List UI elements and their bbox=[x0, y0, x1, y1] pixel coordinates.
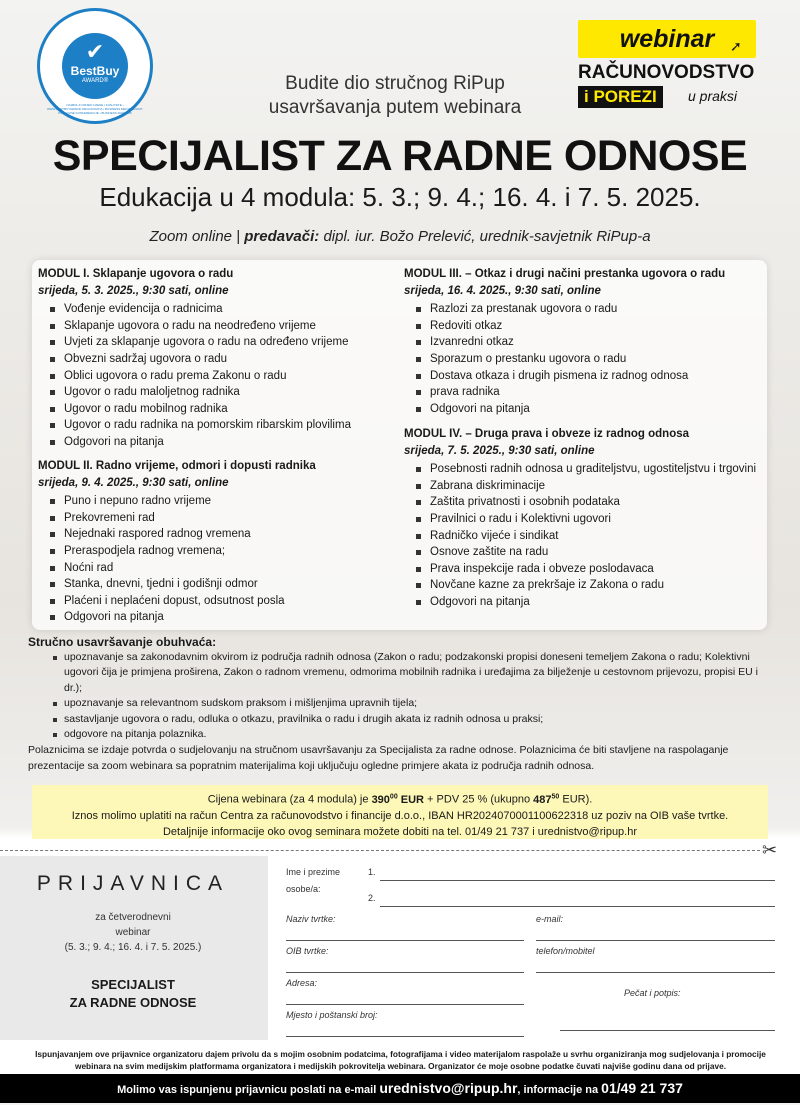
scope-title: Stručno usavršavanje obuhvaća: bbox=[28, 635, 217, 649]
footer-phone: 01/49 21 737 bbox=[601, 1080, 683, 1096]
lecturers-line bbox=[0, 226, 800, 248]
list-item: Zabrana diskriminacije bbox=[430, 478, 762, 495]
list-item: Preraspodjela radnog vremena; bbox=[64, 543, 398, 560]
list-item: Razlozi za prestanak ugovora o radu bbox=[430, 301, 764, 318]
badge-sub: AWARD® bbox=[81, 78, 109, 84]
module-1 bbox=[38, 266, 398, 451]
form-title bbox=[18, 976, 248, 1012]
signature-field[interactable] bbox=[560, 1030, 775, 1031]
list-item: Stanka, dnevni, tjedni i godišnji odmor bbox=[64, 576, 398, 593]
price-line-2: Iznos molimo uplatiti na račun Centra za računovodstvo i financije d.o.o., IBAN HR2024070001100622318 uz poziv na OIB vaše tvrtke. bbox=[71, 809, 729, 822]
form-desc-1: za četverodnevni bbox=[95, 912, 171, 923]
oib-field[interactable] bbox=[286, 972, 524, 973]
list-item: Nejednaki raspored radnog vremena bbox=[64, 526, 398, 543]
list-item: sastavljanje ugovora o radu, odluka o otkazu, pravilnika o radu i drugih akata iz radnih odnosa u praksi; bbox=[64, 712, 773, 727]
list-item: Noćni rad bbox=[64, 560, 398, 577]
list-item: Odgovori na pitanja bbox=[430, 594, 762, 611]
bestbuy-award-badge bbox=[37, 8, 153, 124]
logo-porezi: i POREZI bbox=[578, 86, 663, 108]
logo-u-praksi: u praksi bbox=[688, 88, 738, 104]
cut-line bbox=[0, 850, 760, 851]
logo-racunovodstvo: RAČUNOVODSTVO bbox=[578, 62, 755, 83]
name-field-2[interactable] bbox=[380, 906, 775, 907]
cursor-icon: ➚ bbox=[730, 38, 742, 54]
scope-section bbox=[28, 634, 773, 742]
list-item: prava radnika bbox=[430, 384, 764, 401]
form-title-2: ZA RADNE ODNOSE bbox=[69, 995, 197, 1010]
modules-panel bbox=[32, 260, 767, 630]
price-currency: EUR bbox=[397, 793, 424, 806]
module-4 bbox=[404, 426, 762, 611]
module-items bbox=[38, 493, 398, 626]
form-description bbox=[18, 910, 248, 955]
certificate-notice: Polaznicima se izdaje potvrda o sudjelovanju na stručnom usavršavanju za Specijalista za radne odnose. Polaznicima će biti stavljene na raspolaganje prezentacije sa zoom webinara sa popratnim materijalima koji uključuju ogledne primjere akata iz područja radnih odnosa. bbox=[28, 744, 729, 772]
checkmark-icon: ✔ bbox=[85, 39, 105, 64]
list-item: Odgovori na pitanja bbox=[64, 434, 398, 451]
price-total bbox=[533, 794, 559, 806]
module-items bbox=[38, 301, 398, 450]
price-text-a: Cijena webinara (za 4 modula) je bbox=[207, 793, 372, 806]
list-item: odgovore na pitanja polaznika. bbox=[64, 727, 773, 742]
name-field-1[interactable] bbox=[380, 880, 775, 881]
stamp-label: Pečat i potpis: bbox=[624, 988, 681, 998]
list-item: Radničko vijeće i sindikat bbox=[430, 528, 762, 545]
price-text-b: + PDV 25 % (ukupno bbox=[424, 793, 534, 806]
list-item: Dostava otkaza i drugih pismena iz radnog odnosa bbox=[430, 368, 764, 385]
module-date: srijeda, 7. 5. 2025., 9:30 sati, online bbox=[404, 444, 595, 457]
page-subtitle: Edukacija u 4 modula: 5. 3.; 9. 4.; 16. 4. i 7. 5. 2025. bbox=[99, 182, 701, 212]
price-line-3: Detaljnije informacije oko ovog seminara možete dobiti na tel. 01/49 21 737 i urednistvo@ripup.hr bbox=[162, 825, 638, 838]
list-item: Sklapanje ugovora o radu na neodređeno vrijeme bbox=[64, 318, 398, 335]
list-item: Oblici ugovora o radu prema Zakonu o radu bbox=[64, 368, 398, 385]
consent-text: Ispunjavanjem ove prijavnice organizatoru dajem privolu da s mojim osobnim podatcima, fotografijama i video materijalom raspolaže u svrhu organiziranja mog sudjelovanja i promocije webinara na svim medijskim platformama organizatora i medijskih pokrovitelja webinara. Organizator će moje osobne podatke čuvati najviše godinu dana od prijave. bbox=[35, 1049, 766, 1071]
list-item: Puno i nepuno radno vrijeme bbox=[64, 493, 398, 510]
list-item: upoznavanje sa relevantnom sudskom praksom i mišljenjima upravnih tijela; bbox=[64, 696, 773, 711]
price-box bbox=[32, 785, 768, 839]
form-heading: PRIJAVNICA bbox=[36, 872, 230, 895]
intro-line-2: usavršavanja putem webinara bbox=[268, 97, 522, 118]
price-amount bbox=[372, 794, 424, 806]
logo-webinar-text: webinar bbox=[578, 20, 756, 58]
phone-field[interactable] bbox=[536, 972, 775, 973]
intro-line-1: Budite dio stručnog RiPup bbox=[285, 73, 505, 94]
scissors-icon: ✂ bbox=[762, 840, 778, 860]
name-num-2: 2. bbox=[368, 893, 376, 903]
form-desc-2: webinar bbox=[115, 927, 151, 938]
list-item: Ugovor o radu mobilnog radnika bbox=[64, 401, 398, 418]
module-items bbox=[404, 461, 762, 610]
lecturers-label: predavači: bbox=[244, 228, 320, 245]
email-field[interactable] bbox=[536, 940, 775, 941]
name-label-2: osobe/a: bbox=[286, 884, 321, 894]
module-title: MODUL IV. – Druga prava i obveze iz radnog odnosa bbox=[404, 428, 690, 440]
city-label: Mjesto i poštanski broj: bbox=[286, 1010, 378, 1020]
list-item: Izvanredni otkaz bbox=[430, 334, 764, 351]
intro-text bbox=[240, 72, 550, 120]
scope-list bbox=[28, 650, 773, 742]
price-total-value: 487 bbox=[533, 793, 552, 806]
module-2 bbox=[38, 458, 398, 626]
webinar-logo bbox=[578, 20, 756, 112]
price-amount-value: 390 bbox=[371, 793, 390, 806]
list-item: Pravilnici o radu i Kolektivni ugovori bbox=[430, 511, 762, 528]
module-title: MODUL II. Radno vrijeme, odmori i dopusti radnika bbox=[38, 460, 316, 472]
footer-text-a: Molimo vas ispunjenu prijavnicu poslati na e-mail bbox=[117, 1084, 380, 1096]
list-item: Ugovor o radu maloljetnog radnika bbox=[64, 384, 398, 401]
name-label-1: Ime i prezime bbox=[286, 867, 341, 877]
list-item: Odgovori na pitanja bbox=[64, 609, 398, 626]
list-item: Osnove zaštite na radu bbox=[430, 544, 762, 561]
footer-email[interactable]: urednistvo@ripup.hr bbox=[379, 1080, 518, 1096]
module-date: srijeda, 5. 3. 2025., 9:30 sati, online bbox=[38, 284, 229, 297]
list-item: Vođenje evidencija o radnicima bbox=[64, 301, 398, 318]
list-item: Sporazum o prestanku ugovora o radu bbox=[430, 351, 764, 368]
module-date: srijeda, 16. 4. 2025., 9:30 sati, online bbox=[404, 284, 601, 297]
list-item: Posebnosti radnih odnosa u graditeljstvu, ugostiteljstvu i trgovini bbox=[430, 461, 762, 478]
price-text-c: EUR). bbox=[559, 793, 593, 806]
list-item: Novčane kazne za prekršaje iz Zakona o radu bbox=[430, 577, 762, 594]
footer-text-b: , informacije na bbox=[517, 1084, 602, 1096]
price-total-sup: 50 bbox=[551, 793, 560, 800]
badge-brand: BestBuy bbox=[70, 64, 120, 78]
module-items bbox=[404, 301, 764, 417]
module-title: MODUL III. – Otkaz i drugi načini prestanka ugovora o radu bbox=[404, 268, 726, 280]
list-item: Prekovremeni rad bbox=[64, 510, 398, 527]
list-item: Obvezni sadržaj ugovora o radu bbox=[64, 351, 398, 368]
list-item: upoznavanje sa zakonodavnim okvirom iz područja radnih odnosa (Zakon o radu; podzakonski propisi doneseni temeljem Zakona o radu; Kolektivni ugovori čija je primjena proširena, Zakon o radnom vremenu, odmorima mobilnih radnika i uređajima za bilježenje u cestovnom prijevozu, propisi EU i dr.); bbox=[64, 650, 773, 696]
address-label: Adresa: bbox=[286, 978, 318, 988]
price-line-1 bbox=[32, 789, 768, 808]
form-desc-3: (5. 3.; 9. 4.; 16. 4. i 7. 5. 2025.) bbox=[64, 942, 202, 953]
email-label: e-mail: bbox=[536, 914, 564, 924]
list-item: Redoviti otkaz bbox=[430, 318, 764, 335]
module-3 bbox=[404, 266, 764, 417]
company-label: Naziv tvrtke: bbox=[286, 914, 336, 924]
company-field[interactable] bbox=[286, 940, 524, 941]
lecturers-text: dipl. iur. Božo Prelević, urednik-savjetnik RiPup-a bbox=[319, 228, 651, 245]
footer-bar bbox=[0, 1074, 800, 1103]
form-title-1: SPECIJALIST bbox=[91, 977, 175, 992]
list-item: Odgovori na pitanja bbox=[430, 401, 764, 418]
list-item: Uvjeti za sklapanje ugovora o radu na određeno vrijeme bbox=[64, 334, 398, 351]
list-item: Plaćeni i neplaćeni dopust, odsutnost posla bbox=[64, 593, 398, 610]
page-title: SPECIJALIST ZA RADNE ODNOSE bbox=[52, 132, 748, 180]
list-item: Zaštita privatnosti i osobnih podataka bbox=[430, 494, 762, 511]
phone-label: telefon/mobitel bbox=[536, 946, 595, 956]
lecturers-prefix: Zoom online | bbox=[149, 228, 245, 245]
name-num-1: 1. bbox=[368, 867, 376, 877]
city-field[interactable] bbox=[286, 1036, 524, 1037]
address-field[interactable] bbox=[286, 1004, 524, 1005]
list-item: Ugovor o radu radnika na pomorskim ribarskim plovilima bbox=[64, 417, 398, 434]
list-item: Prava inspekcije rada i obveze poslodavaca bbox=[430, 561, 762, 578]
module-date: srijeda, 9. 4. 2025., 9:30 sati, online bbox=[38, 476, 229, 489]
oib-label: OIB tvrtke: bbox=[286, 946, 329, 956]
price-amount-sup: 00 bbox=[389, 793, 398, 800]
badge-center bbox=[62, 33, 128, 99]
module-title: MODUL I. Sklapanje ugovora o radu bbox=[38, 268, 234, 280]
badge-ring-text: NAJBOLJI OMJER CIJENE I KVALITETE • WWW.BESTBUYAWARD.ORG/CROATIA • BUSINESS MEDIA GROUP: POSLOVNE KONFERENCIJE • BUSINESS 2024/2025 bbox=[46, 103, 144, 115]
